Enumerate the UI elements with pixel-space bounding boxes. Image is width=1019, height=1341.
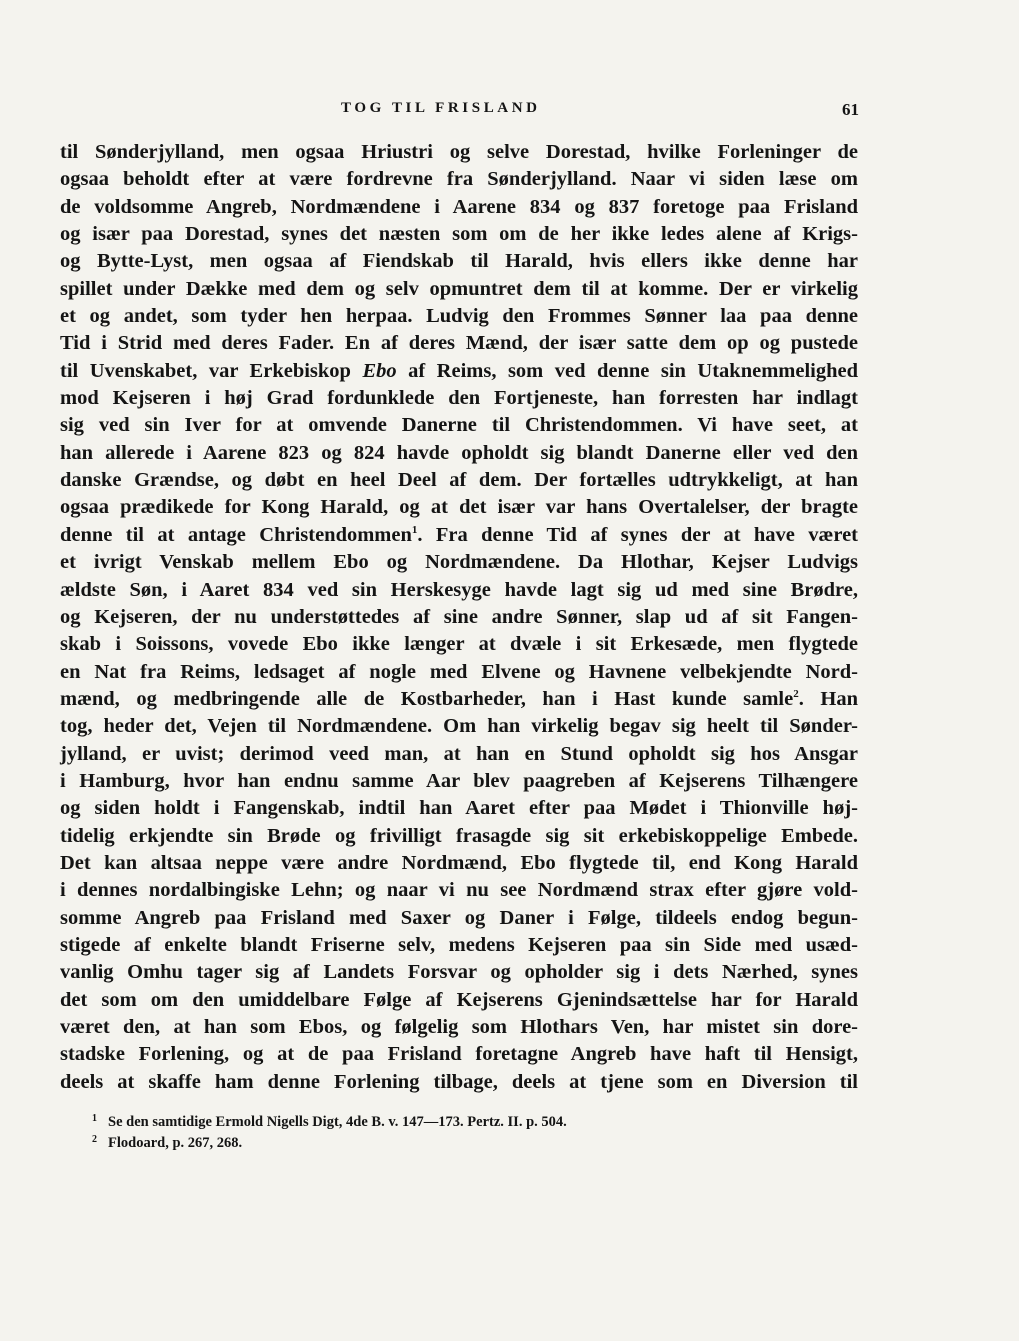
text-segment: . Han	[798, 687, 858, 710]
text-line: i Hamburg, hvor han endnu samme Aar blev paagreben af Kejserens Tilhængere	[60, 769, 858, 792]
footnote-text: Flodoard, p. 267, 268.	[108, 1135, 243, 1151]
text-segment: til Uvenskabet, var Erkebiskop	[60, 359, 363, 382]
running-title: TOG TIL FRISLAND	[341, 100, 541, 116]
text-line: stadske Forlening, og at de paa Frisland foretagne Angreb have haft til Hensigt,	[60, 1043, 858, 1066]
text-line: ogsaa beholdt efter at være fordrevne fra Sønderjylland. Naar vi siden læse om	[60, 168, 858, 191]
text-line: og siden holdt i Fangenskab, indtil han Aaret efter paa Mødet i Thionville høj-	[60, 797, 858, 820]
footnote-ref: 2	[793, 688, 799, 701]
text-line: og Kejseren, der nu understøttedes af sine andre Sønner, slap ud af sit Fangen-	[60, 605, 858, 628]
text-line: tog, heder det, Vejen til Nordmændene. Om han virkelig begav sig heelt til Sønder-	[60, 715, 858, 738]
text-line: Tid i Strid med deres Fader. En af deres Mænd, der især satte dem op og pustede	[60, 332, 858, 355]
footnote-ref: 1	[411, 523, 418, 536]
footnotes	[92, 1112, 792, 1154]
footnote-mark: 2	[92, 1134, 97, 1145]
text-line: ogsaa prædikede for Kong Harald, og at det især var hans Overtalelser, der bragte	[60, 496, 858, 519]
text-line: og Bytte-Lyst, men ogsaa af Fiendskab til Harald, hvis ellers ikke denne har	[60, 250, 858, 273]
text-line: han allerede i Aarene 823 og 824 havde opholdt sig blandt Danerne eller ved den	[60, 441, 858, 464]
text-segment: af Reims, som ved denne sin Utaknemmelighed	[396, 359, 858, 382]
text-line: vanlig Omhu tager sig af Landets Forsvar og opholder sig i dets Nærhed, synes	[60, 961, 858, 984]
text-line: og især paa Dorestad, synes det næsten som om de her ikke ledes alene af Krigs-	[60, 223, 858, 246]
text-line: de voldsomme Angreb, Nordmændene i Aarene 834 og 837 foretoge paa Frisland	[60, 195, 858, 218]
text-line: spillet under Dække med dem og selv opmuntret dem til at komme. Der er virkelig	[60, 277, 858, 300]
text-line: jylland, er uvist; derimod veed man, at han en Stund opholdt sig hos Ansgar	[60, 742, 858, 765]
text-line: et og andet, som tyder hen herpaa. Ludvig den Frommes Sønner laa paa denne	[60, 305, 858, 328]
text-line: somme Angreb paa Frisland med Saxer og Daner i Følge, tildeels endog begun-	[60, 906, 858, 929]
footnote	[92, 1133, 792, 1154]
text-segment: denne til at antage Christendommen	[60, 523, 412, 546]
text-line: Det kan altsaa neppe være andre Nordmænd, Ebo flygtede til, end Kong Harald	[60, 851, 858, 874]
italic-name: Ebo	[362, 359, 397, 382]
text-segment: mænd, og medbringende alle de Kostbarheder, han i Hast kunde samle	[60, 687, 794, 710]
text-line: et ivrigt Venskab mellem Ebo og Nordmændene. Da Hlothar, Kejser Ludvigs	[60, 551, 858, 574]
text-line: ældste Søn, i Aaret 834 ved sin Herskesyge havde lagt sig ud med sine Brødre,	[60, 578, 858, 601]
text-line: i dennes nordalbingiske Lehn; og naar vi nu see Nordmænd strax efter gjøre vold-	[60, 879, 858, 902]
text-line	[60, 358, 858, 385]
text-line: det som om den umiddelbare Følge af Kejserens Gjenindsættelse har for Harald	[60, 988, 858, 1011]
text-line	[60, 522, 858, 549]
running-header	[0, 100, 1019, 124]
text-line: skab i Soissons, vovede Ebo ikke længer at dvæle i sit Erkesæde, men flygtede	[60, 633, 858, 656]
text-segment: . Fra denne Tid af synes der at have været	[417, 523, 858, 546]
text-line: deels at skaffe ham denne Forlening tilbage, deels at tjene som en Diversion til	[60, 1070, 858, 1093]
text-line: en Nat fra Reims, ledsaget af nogle med Elvene og Havnene velbekjendte Nord-	[60, 660, 858, 683]
text-line: danske Grændse, og døbt en heel Deel af dem. Der fortælles udtrykkeligt, at han	[60, 469, 858, 492]
text-line: sig ved sin Iver for at omvende Danerne til Christendommen. Vi have seet, at	[60, 414, 858, 437]
text-line: mod Kejseren i høj Grad fordunklede den Fortjeneste, han forresten har indlagt	[60, 387, 858, 410]
footnote-mark: 1	[92, 1113, 97, 1124]
text-line	[60, 686, 858, 713]
text-line: til Sønderjylland, men ogsaa Hriustri og selve Dorestad, hvilke Forleninger de	[60, 141, 858, 163]
footnote	[92, 1112, 792, 1133]
text-line: tidelig erkjendte sin Brøde og frivilligt frasagde sig sit erkebiskoppelige Embede.	[60, 824, 858, 847]
text-line: stigede af enkelte blandt Friserne selv, medens Kejseren paa sin Side med usæd-	[60, 933, 858, 956]
text-line: været den, at han som Ebos, og følgelig som Hlothars Ven, har mistet sin dore-	[60, 1016, 858, 1038]
page-number: 61	[842, 100, 859, 119]
footnote-text: Se den samtidige Ermold Nigells Digt, 4de B. v. 147—173. Pertz. II. p. 504.	[108, 1114, 567, 1130]
body-text	[60, 139, 858, 1096]
